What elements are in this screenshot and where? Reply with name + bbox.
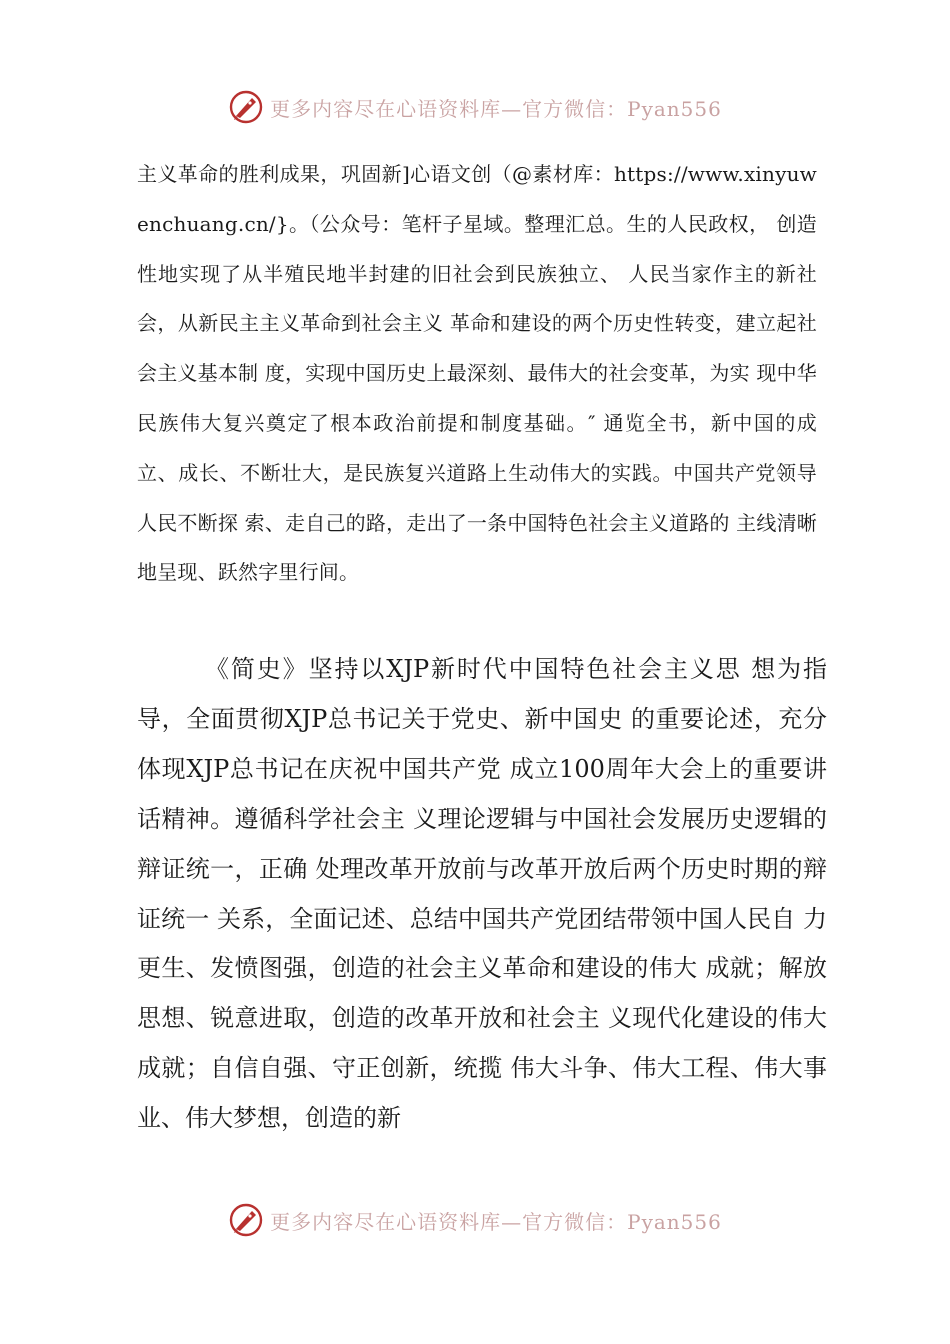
footer-banner-text: 更多内容尽在心语资料库—官方微信：Pyan556 [270, 1209, 722, 1234]
header-banner [0, 82, 950, 132]
pen-logo-icon [228, 1202, 264, 1238]
pen-logo-icon [228, 89, 264, 125]
footer-banner [0, 1195, 950, 1245]
body-paragraph-1: 主义革命的胜利成果，巩固新]心语文创（@素材库：https://www.xinyuwenchuang.cn/}。（公众号：笔杆子星域。整理汇总。生的人民政权， 创造性地实现了从半殖民地半封建的旧社会到民族独立、 人民当家作主的新社会，从新民主主义革命到社会主义 革命和建设的两个历史性转变，建立起社会主义基本制 度，实现中国历史上最深刻、最伟大的社会变革，为实 现中华民族伟大复兴奠定了根本政治前提和制度基础。″ 通览全书，新中国的成立、成长、不断壮大，是民族复兴道路上生动伟大的实践。中国共产党领导人民不断探 索、走自己的路，走出了一条中国特色社会主义道路的 主线清晰地呈现、跃然字里行间。 [137, 162, 817, 585]
header-banner-text: 更多内容尽在心语资料库—官方微信：Pyan556 [270, 96, 722, 121]
body-paragraph-2: 《简史》坚持以XJP新时代中国特色社会主义思 想为指导，全面贯彻XJP总书记关于党史、新中国史 的重要论述，充分体现XJP总书记在庆祝中国共产党 成立100周年大会上的重要讲话精神。遵循科学社会主 义理论逻辑与中国社会发展历史逻辑的辩证统一，正确 处理改革开放前与改革开放后两个历史时期的辩证统一 关系，全面记述、总结中国共产党团结带领中国人民自 力更生、发愤图强，创造的社会主义革命和建设的伟大 成就；解放思想、锐意进取，创造的改革开放和社会主 义现代化建设的伟大成就；自信自强、守正创新，统揽 伟大斗争、伟大工程、伟大事业、伟大梦想，创造的新 [137, 655, 827, 1133]
